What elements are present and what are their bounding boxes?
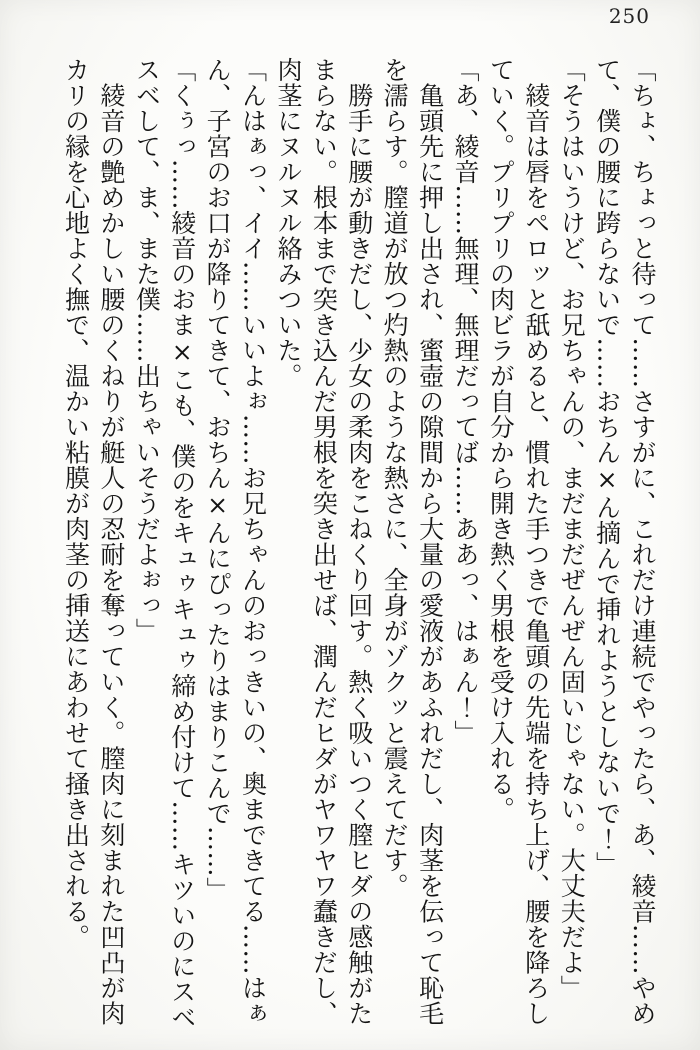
text-line: カリの縁を心地よく撫で、温かい粘膜が肉茎の挿送にあわせて掻き出される。 xyxy=(61,57,91,950)
text-line: 綾音の艶めかしい腰のくねりが艇人の忍耐を奪っていく。膣肉に刻まれた凹凸が肉 xyxy=(96,57,126,1026)
text-line: 「そうはいうけど、お兄ちゃんの、まだまだぜんぜん固いじゃない。大丈夫だよ」 xyxy=(557,57,587,1001)
text-line: 「あ、綾音……無理、無理だってば……ああっ、はぁん！」 xyxy=(450,57,480,746)
text-line: を濡らす。膣道が放つ灼熱のような熱さに、全身がゾクッと震えてだす。 xyxy=(380,57,410,899)
text-line: 肉茎にヌルヌル絡みついた。 xyxy=(273,57,303,389)
text-line: ていく。プリプリの肉ビラが自分から開き熱く男根を受け入れる。 xyxy=(486,57,516,822)
text-line: スベして、ま、また僕……出ちゃいそうだよぉっ」 xyxy=(132,57,162,644)
text-line: 亀頭先に押し出され、蜜壺の隙間から大量の愛液があふれだし、肉茎を伝って恥毛 xyxy=(415,57,445,1026)
page-number: 250 xyxy=(608,4,650,28)
text-line: 綾音は唇をペロッと舐めると、慣れた手つきで亀頭の先端を持ち上げ、腰を降ろし xyxy=(521,57,551,1026)
text-line: まらない。根本まで突き込んだ男根を突き出せば、潤んだヒダがヤワヤワ蠢きだし、 xyxy=(309,57,339,1026)
text-line: 「んはぁっ、イイ……いいよぉ……お兄ちゃんのおっきいの、奥まできてる……はぁ xyxy=(238,57,268,1026)
text-line: 「くぅっ……綾音のおま×こも、僕のをキュゥキュゥ締め付けて……キツいのにスベ xyxy=(167,57,197,1030)
text-line: 勝手に腰が動きだし、少女の柔肉をこねくり回す。熱く吸いつく膣ヒダの感触がた xyxy=(344,57,374,1026)
text-line: 「ちょ、ちょっと待って……さすがに、これだけ連続でやったら、あ、綾音……やめ xyxy=(628,57,657,1026)
page-text xyxy=(58,57,660,1030)
text-line: ん、子宮のお口が降りてきて、おちん×んにぴったりはまりこんで……」 xyxy=(203,57,233,903)
text-line: て、僕の腰に跨らないで……おちん×ん摘んで挿れようとしないで！」 xyxy=(592,57,622,877)
